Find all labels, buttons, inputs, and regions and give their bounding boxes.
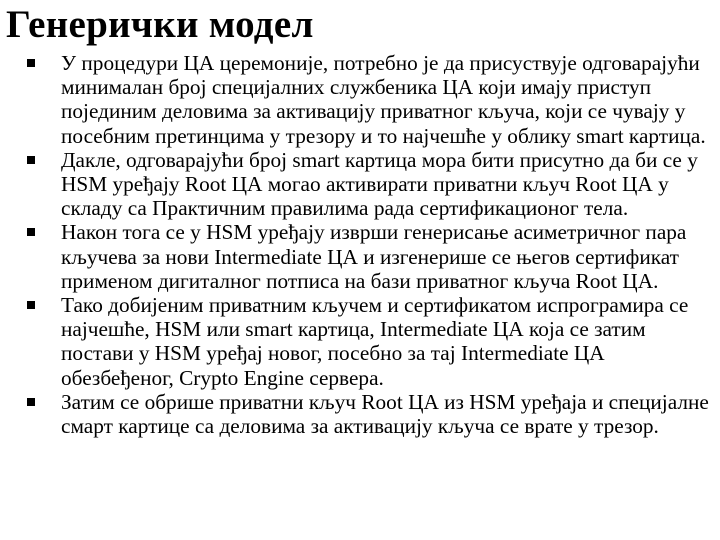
bullet-item [24,390,714,438]
square-bullet-icon [27,398,35,406]
bullet-text: Затим се обрише приватни кључ Root ЦА из HSM уређаја и специјалне смарт картице са деловима за активацију кључа се врате у трезор. [61,389,709,439]
square-bullet-icon [27,228,35,236]
square-bullet-icon [27,156,35,164]
square-bullet-icon [27,59,35,67]
bullet-text: Дакле, одговарајући број smart картица мора бити присутно да би се у HSM уређају Root ЦА могао активирати приватни кључ Root ЦА у складу са Практичним правилима рада сертификационог тела. [61,147,698,221]
square-bullet-icon [27,301,35,309]
bullet-item [24,148,714,221]
bullet-item [24,51,714,148]
bullet-list [24,51,714,438]
bullet-text: У процедури ЦА церемоније, потребно је да присуствује одговарајући минималан број специјалних службеника ЦА који имају приступ појединим деловима за активацију приватног кључа, који се чувају у посебним претинцима у трезору и то најчешће у облику smart картица. [61,51,706,148]
bullet-text: Након тога се у HSM уређају изврши генерисање асиметричног пара кључева за нови Intermediate ЦА и изгенерише се његов сертификат применом дигиталног потписа на бази приватног кључа Root ЦА. [61,220,687,293]
bullet-text: Тако добијеним приватним кључем и сертификатом испрограмира се најчешће, HSM или smart картица, Intermediate ЦА која се затим постави у HSM уређај новог, посебно за тај Intermediate ЦА обезбеђеног, Crypto Engine сервера. [61,293,689,390]
bullet-item [24,293,714,390]
bullet-item [24,220,714,293]
slide-title: Генерички модел [6,3,314,46]
